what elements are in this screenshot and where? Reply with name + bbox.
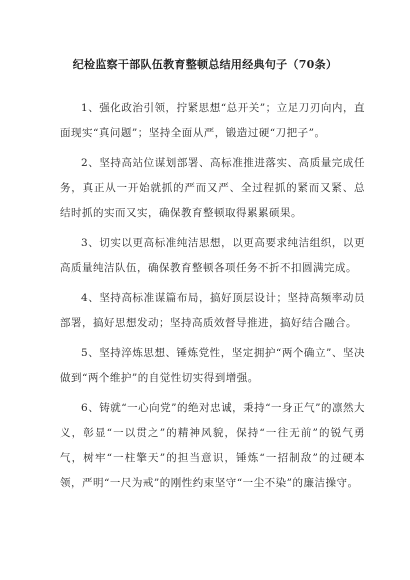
paragraph-5: 5、坚持淬炼思想、锤炼党性，坚定拥护“两个确立”、坚决做到“两个维护”的自觉性切实得到增强。 [60, 347, 365, 384]
paragraph-2: 2、坚持高站位谋划部署、高标准推进落实、高质量完成任务，真正从一开始就抓的严而又严、全过程抓的紧而又紧、总结时抓的实而又实，确保教育整顿取得累累硕果。 [60, 157, 365, 219]
paragraph-1: 1、强化政治引领，拧紧思想“总开关”；立足刀刃向内，直面现实“真问题”；坚持全面从严，锻造过硬“刀把子”。 [60, 102, 365, 139]
paragraph-6: 6、铸就“一心向党”的绝对忠诚，秉持“一身正气”的凛然大义，彰显“一以贯之”的精神风貌，保持“一往无前”的锐气勇气，树牢“一柱擎天”的担当意识，锤炼“一招制敌”的过硬本领，严明“一尺为戒”的刚性约束坚守“一尘不染”的廉洁操守。 [60, 402, 365, 489]
document-body [60, 96, 365, 501]
document-title: 纪检监察干部队伍教育整顿总结用经典句子（70条） [72, 58, 338, 71]
paragraph-4: 4、坚持高标准谋篇布局，搞好顶层设计；坚持高频率动员部署，搞好思想发动；坚持高质效督导推进，搞好结合融合。 [60, 292, 365, 329]
paragraph-3: 3、切实以更高标准纯洁思想，以更高要求纯洁组织，以更高质量纯洁队伍，确保教育整顿各项任务不折不扣圆满完成。 [60, 237, 365, 274]
